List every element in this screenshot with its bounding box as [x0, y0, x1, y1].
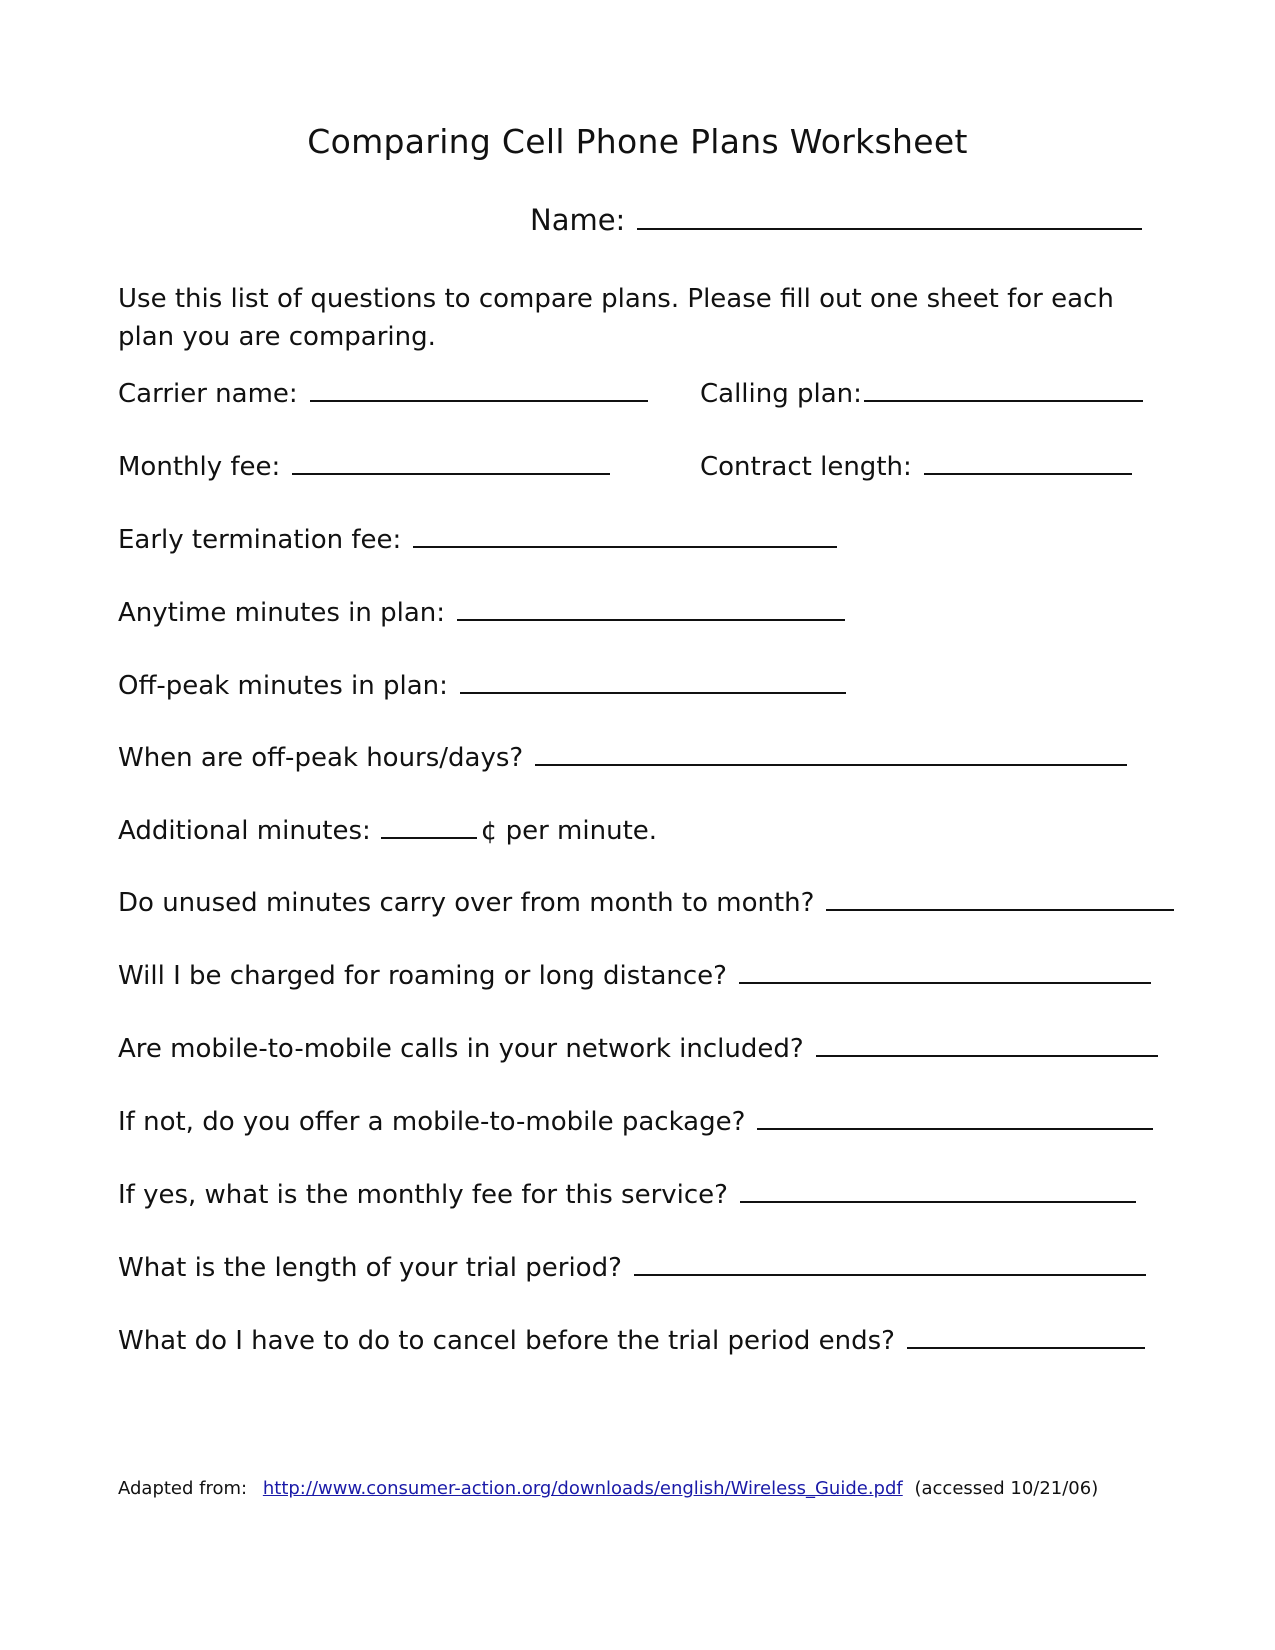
off-peak-minutes-label: Off-peak minutes in plan: — [118, 671, 448, 701]
mobile-to-mobile-blank-line[interactable] — [816, 1033, 1158, 1057]
name-blank-line[interactable] — [637, 206, 1142, 230]
unused-minutes-blank-line[interactable] — [826, 887, 1174, 911]
worksheet-title: Comparing Cell Phone Plans Worksheet — [307, 122, 968, 161]
cancel-trial-field — [118, 1325, 1145, 1356]
off-peak-hours-blank-line[interactable] — [535, 742, 1127, 766]
off-peak-minutes-field — [118, 670, 846, 701]
name-label: Name: — [530, 203, 626, 237]
trial-length-blank-line[interactable] — [634, 1252, 1146, 1276]
carrier-name-blank-line[interactable] — [310, 378, 648, 402]
early-termination-fee-field — [118, 524, 837, 555]
intro-text: Use this list of questions to compare plans. Please fill out one sheet for each plan you are comparing. — [118, 284, 1114, 352]
additional-minutes-suffix: ¢ per minute. — [480, 816, 658, 846]
off-peak-hours-label: When are off-peak hours/days? — [118, 743, 524, 773]
package-fee-blank-line[interactable] — [740, 1179, 1136, 1203]
source-link[interactable]: http://www.consumer-action.org/downloads/english/Wireless_Guide.pdf — [262, 1478, 903, 1499]
package-fee-field — [118, 1179, 1136, 1210]
contract-length-blank-line[interactable] — [924, 451, 1132, 475]
additional-minutes-label: Additional minutes: — [118, 816, 371, 846]
source-citation — [118, 1478, 1098, 1499]
trial-length-field — [118, 1252, 1146, 1283]
anytime-minutes-blank-line[interactable] — [457, 597, 845, 621]
carrier-name-label: Carrier name: — [118, 379, 298, 409]
calling-plan-field — [700, 378, 1143, 409]
cancel-trial-blank-line[interactable] — [907, 1325, 1145, 1349]
mobile-package-field — [118, 1106, 1153, 1137]
package-fee-label: If yes, what is the monthly fee for this service? — [118, 1180, 728, 1210]
monthly-fee-field — [118, 451, 610, 482]
additional-minutes-blank-line[interactable] — [381, 815, 477, 839]
calling-plan-label: Calling plan: — [700, 379, 862, 409]
anytime-minutes-field — [118, 597, 845, 628]
off-peak-minutes-blank-line[interactable] — [460, 670, 846, 694]
mobile-package-label: If not, do you offer a mobile-to-mobile package? — [118, 1107, 746, 1137]
monthly-fee-blank-line[interactable] — [292, 451, 610, 475]
contract-length-label: Contract length: — [700, 452, 912, 482]
unused-minutes-label: Do unused minutes carry over from month to month? — [118, 888, 815, 918]
monthly-fee-label: Monthly fee: — [118, 452, 281, 482]
calling-plan-blank-line[interactable] — [864, 378, 1143, 402]
mobile-to-mobile-label: Are mobile-to-mobile calls in your network included? — [118, 1034, 804, 1064]
roaming-label: Will I be charged for roaming or long distance? — [118, 961, 727, 991]
off-peak-hours-field — [118, 742, 1127, 773]
citation-prefix: Adapted from: — [118, 1478, 248, 1499]
name-field — [530, 203, 1142, 237]
additional-minutes-field — [118, 815, 657, 846]
early-termination-fee-blank-line[interactable] — [413, 524, 837, 548]
roaming-field — [118, 960, 1151, 991]
citation-accessed-date: (accessed 10/21/06) — [914, 1478, 1099, 1499]
mobile-package-blank-line[interactable] — [757, 1106, 1153, 1130]
unused-minutes-field — [118, 887, 1174, 918]
roaming-blank-line[interactable] — [739, 960, 1151, 984]
trial-length-label: What is the length of your trial period? — [118, 1253, 622, 1283]
carrier-name-field — [118, 378, 648, 409]
early-termination-fee-label: Early termination fee: — [118, 525, 402, 555]
anytime-minutes-label: Anytime minutes in plan: — [118, 598, 446, 628]
contract-length-field — [700, 451, 1132, 482]
mobile-to-mobile-field — [118, 1033, 1158, 1064]
cancel-trial-label: What do I have to do to cancel before the trial period ends? — [118, 1326, 895, 1356]
